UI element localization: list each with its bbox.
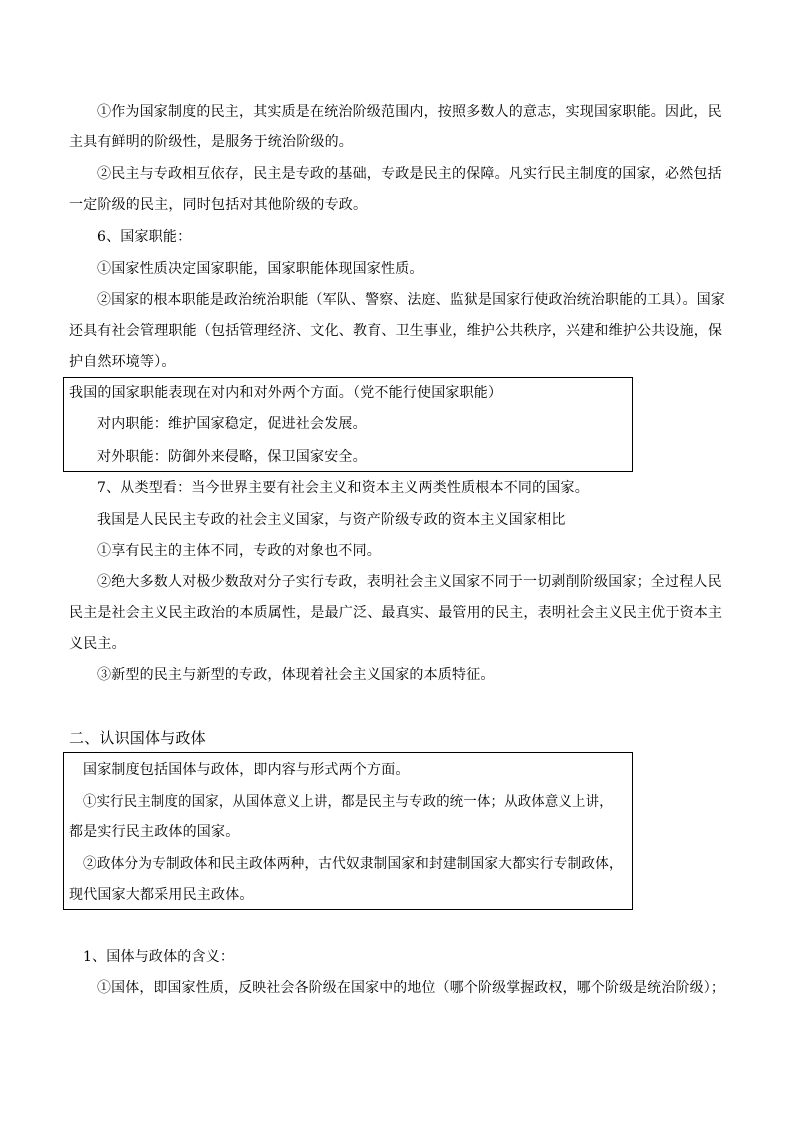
section-heading: 二、认识国体与政体: [69, 729, 206, 747]
section-heading: 7、从类型看：当今世界主要有社会主义和资本主义两类性质根本不同的国家。: [97, 480, 589, 496]
box-line: 现代国家大都采用民主政体。: [69, 887, 254, 903]
box-line: ②政体分为专制政体和民主政体两种，古代奴隶制国家和封建制国家大都实行专制政体，: [83, 856, 623, 872]
box-line: 对内职能：维护国家稳定，促进社会发展。: [97, 416, 367, 432]
box-line: 国家制度包括国体与政体，即内容与形式两个方面。: [83, 762, 410, 778]
paragraph-line: 我国是人民民主专政的社会主义国家，与资产阶级专政的资本主义国家相比: [97, 512, 566, 528]
paragraph-line: ②民主与专政相互依存，民主是专政的基础，专政是民主的保障。凡实行民主制度的国家，必然包括: [97, 166, 722, 182]
paragraph-line: 主具有鲜明的阶级性，是服务于统治阶级的。: [69, 134, 353, 150]
box-line: 我国的国家职能表现在对内和对外两个方面。（党不能行使国家职能）: [69, 385, 503, 401]
paragraph-line: ①作为国家制度的民主，其实质是在统治阶级范围内，按照多数人的意志，实现国家职能。因此，民: [97, 104, 722, 120]
paragraph-line: ②国家的根本职能是政治统治职能（军队、警察、法庭、监狱是国家行使政治统治职能的工具）。国家: [97, 292, 725, 308]
paragraph-line: 护自然环境等）。: [69, 354, 176, 370]
paragraph-line: ①国体，即国家性质，反映社会各阶级在国家中的地位（哪个阶级掌握政权，哪个阶级是统治阶级）；: [97, 980, 725, 996]
paragraph-line: 民主是社会主义民主政治的本质属性，是最广泛、最真实、最管用的民主，表明社会主义民主优于资本主: [69, 605, 723, 621]
box-line: ①实行民主制度的国家，从国体意义上讲，都是民主与专政的统一体；从政体意义上讲，: [83, 794, 613, 810]
paragraph-line: 义民主。: [69, 636, 126, 652]
paragraph-line: ①享有民主的主体不同，专政的对象也不同。: [97, 543, 381, 559]
paragraph-line: ③新型的民主与新型的专政，体现着社会主义国家的本质特征。: [97, 667, 495, 683]
section-heading: 1、国体与政体的含义：: [83, 949, 235, 965]
paragraph-line: ①国家性质决定国家职能，国家职能体现国家性质。: [97, 261, 424, 277]
box-line: 都是实行民主政体的国家。: [69, 824, 240, 840]
box-line: 对外职能：防御外来侵略，保卫国家安全。: [97, 449, 367, 465]
section-heading: 6、国家职能：: [97, 229, 192, 245]
paragraph-line: ②绝大多数人对极少数敌对分子实行专政，表明社会主义国家不同于一切剥削阶级国家；全过程人民: [97, 574, 722, 590]
paragraph-line: 一定阶级的民主，同时包括对其他阶级的专政。: [69, 197, 368, 213]
paragraph-line: 还具有社会管理职能（包括管理经济、文化、教育、卫生事业，维护公共秩序，兴建和维护公共设施，保: [69, 323, 723, 339]
